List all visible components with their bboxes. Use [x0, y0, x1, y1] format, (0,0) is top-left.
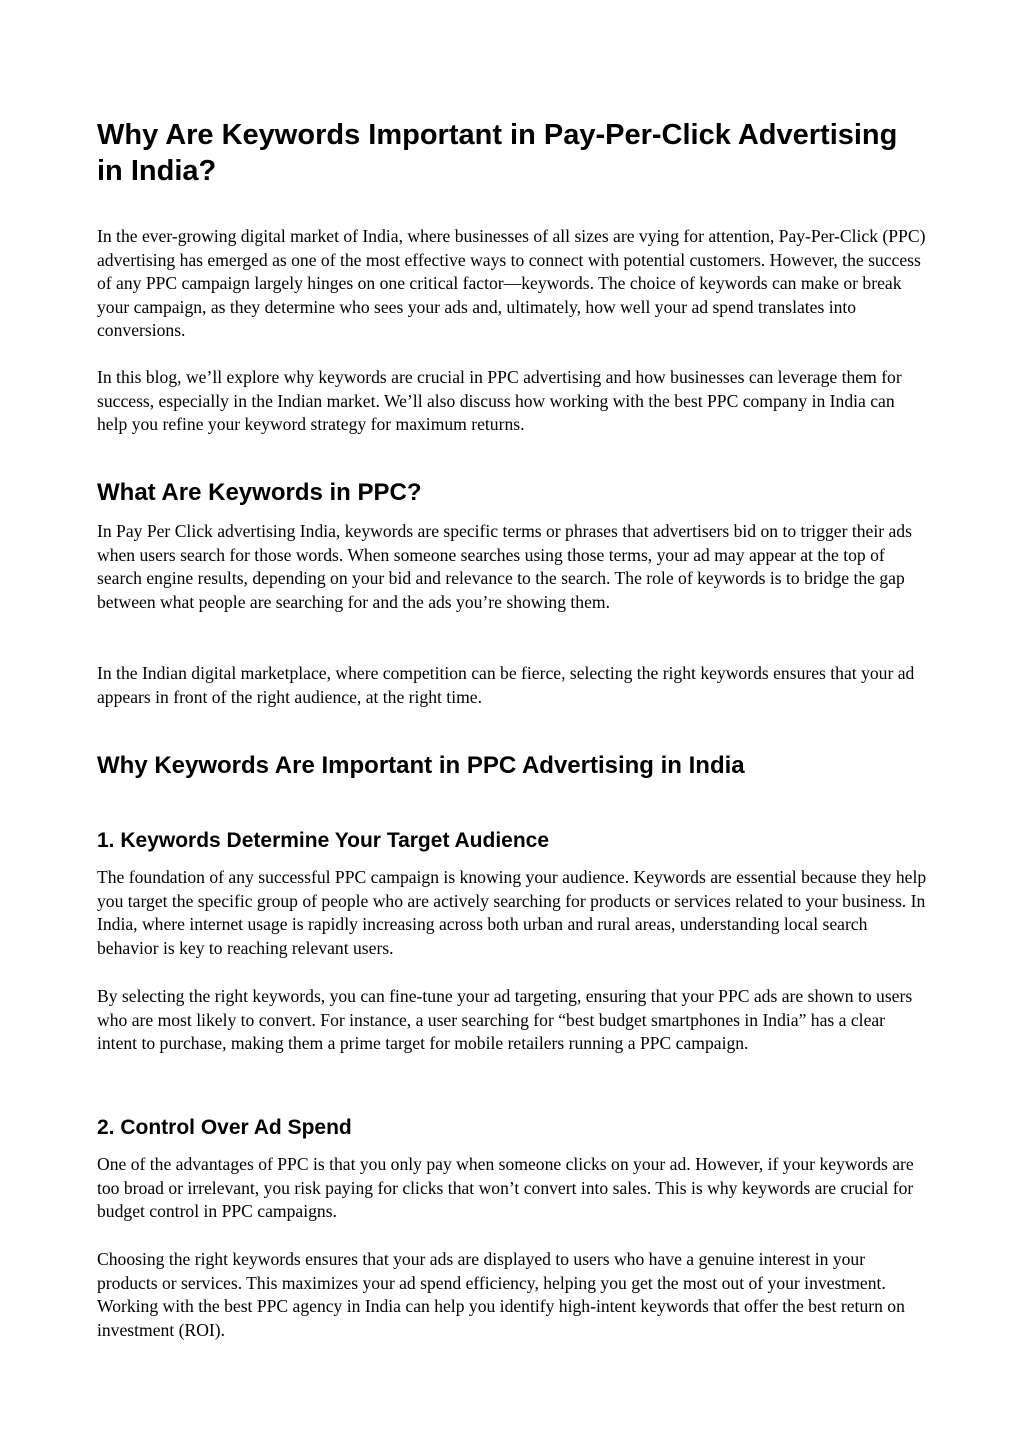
heading-what-are-keywords: What Are Keywords in PPC?	[97, 479, 422, 506]
ad-spend-paragraph-1: One of the advantages of PPC is that you only pay when someone clicks on your ad. However, if your keywords are too broad or irrelevant, you risk paying for clicks that won’t convert into sales. This is why keywords are crucial for budget control in PPC campaigns.	[97, 1154, 914, 1222]
subheading-target-audience: 1. Keywords Determine Your Target Audience	[97, 829, 550, 852]
heading-why-keywords-important: Why Keywords Are Important in PPC Advertising in India	[97, 752, 745, 779]
page-title: Why Are Keywords Important in Pay-Per-Click Advertising in India?	[97, 119, 898, 187]
intro-paragraph-1: In the ever-growing digital market of India, where businesses of all sizes are vying for attention, Pay-Per-Click (PPC) advertising has emerged as one of the most effective ways to connect with potential customers. However, the success of any PPC campaign largely hinges on one critical factor—keywords. The choice of keywords can make or break your campaign, as they determine who sees your ads and, ultimately, how well your ad spend translates into conversions.	[97, 226, 926, 341]
subheading-ad-spend: 2. Control Over Ad Spend	[97, 1116, 352, 1139]
intro-paragraph-2: In this blog, we’ll explore why keywords are crucial in PPC advertising and how businesses can leverage them for success, especially in the Indian market. We’ll also discuss how working with the best PPC company in India can help you refine your keyword strategy for maximum returns.	[97, 367, 902, 435]
audience-paragraph-1: The foundation of any successful PPC campaign is knowing your audience. Keywords are essential because they help you target the specific group of people who are actively searching for products or services related to your business. In India, where internet usage is rapidly increasing across both urban and rural areas, understanding local search behavior is key to reaching relevant users.	[97, 867, 927, 958]
ad-spend-paragraph-2: Choosing the right keywords ensures that your ads are displayed to users who have a genuine interest in your products or services. This maximizes your ad spend efficiency, helping you get the most out of your investment. Working with the best PPC agency in India can help you identify high-intent keywords that offer the best return on investment (ROI).	[97, 1249, 905, 1340]
audience-paragraph-2: By selecting the right keywords, you can fine-tune your ad targeting, ensuring that your PPC ads are shown to users who are most likely to convert. For instance, a user searching for “best budget smartphones in India” has a clear intent to purchase, making them a prime target for mobile retailers running a PPC campaign.	[97, 986, 913, 1054]
what-paragraph-2: In the Indian digital marketplace, where competition can be fierce, selecting the right keywords ensures that your ad appears in front of the right audience, at the right time.	[97, 663, 915, 707]
what-paragraph-1: In Pay Per Click advertising India, keywords are specific terms or phrases that advertisers bid on to trigger their ads when users search for those words. When someone searches using those terms, your ad may appear at the top of search engine results, depending on your bid and relevance to the search. The role of keywords is to bridge the gap between what people are searching for and the ads you’re showing them.	[97, 521, 912, 612]
